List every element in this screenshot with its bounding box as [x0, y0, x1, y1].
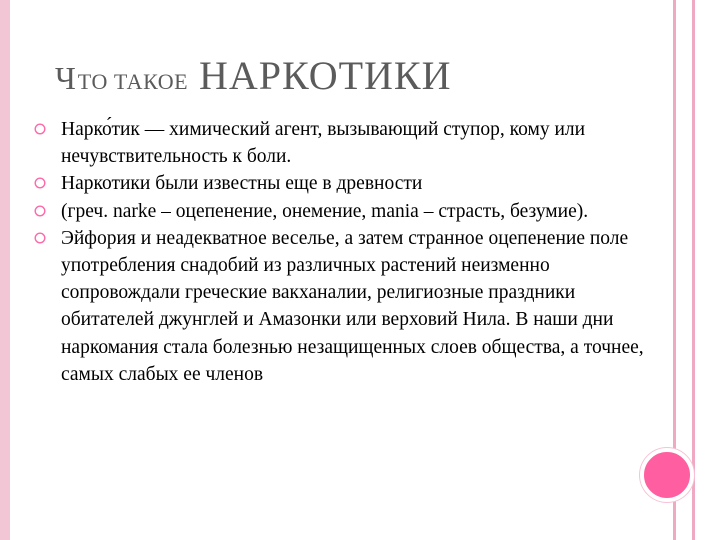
left-frame-bar	[0, 0, 10, 540]
bullet-text: Нарко́тик — химический агент, вызывающий ступор, кому или нечувствительность к боли.	[61, 119, 586, 168]
circle-bullet-icon	[34, 177, 46, 189]
bullet-item	[34, 116, 664, 170]
bullet-item	[34, 198, 664, 225]
bullet-list	[34, 116, 664, 388]
bullet-text: Наркотики были известны еще в древности	[61, 173, 423, 195]
bullet-text: (греч. narke – оцепенение, онемение, mania – страсть, безумие).	[61, 200, 589, 222]
circle-bullet-icon	[34, 205, 46, 217]
bullet-item	[34, 225, 664, 388]
title-main: НАРКОТИКИ	[188, 53, 452, 98]
bullet-text: Эйфория и неадекватное веселье, а затем странное оцепенение поле употребления снадобий из различных растений неизменно сопровождали греческие вакханалии, религиозные праздники обитателей джунглей и Амазонки или верховий Нила. В наши дни наркомания стала болезнью незащищенных слоев общества, а точнее, самых слабых ее членов	[61, 227, 644, 385]
circle-bullet-icon	[34, 123, 46, 135]
title-small-caps: ТО ТАКОЕ	[77, 69, 189, 94]
bullet-item	[34, 170, 664, 197]
title-capital: Ч	[55, 60, 76, 96]
circle-bullet-icon	[34, 232, 46, 244]
accent-circle	[640, 448, 694, 502]
slide-title	[55, 53, 655, 98]
